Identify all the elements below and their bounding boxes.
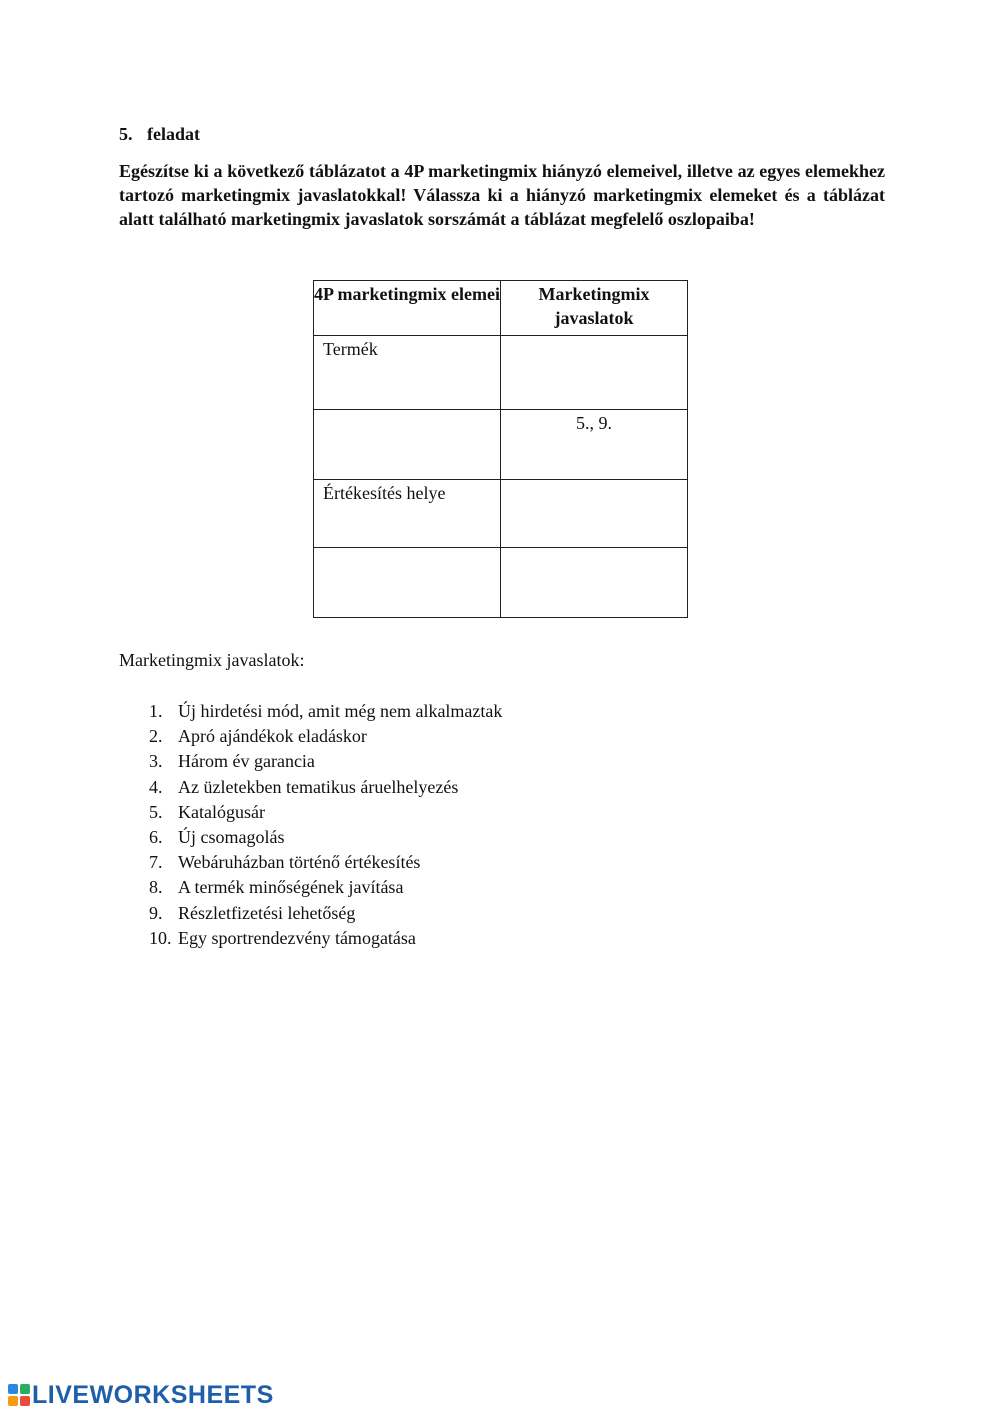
table-header-row [314,281,688,336]
list-item: 6. Új csomagolás [149,827,285,848]
list-item: 9. Részletfizetési lehetőség [149,902,356,923]
marketingmix-table [313,280,688,618]
list-item: 1. Új hirdetési mód, amit még nem alkalmaztak [149,701,503,721]
logo-text: LIVEWORKSHEETS [32,1380,274,1409]
suggestions-intro: Marketingmix javaslatok: [119,650,305,670]
element-answer-field[interactable] [314,548,501,618]
element-text: Termék [323,339,378,359]
list-item: 2. Apró ajándékok eladáskor [149,726,367,747]
suggestion-answer-field[interactable] [501,480,688,548]
task-instructions: Egészítse ki a következő táblázatot a 4P marketingmix hiányzó elemeivel, illetve az egyes elemekhez tartozó marketingmix javaslatokkal! Válassza ki a hiányzó marketingmix elemeket és a táblázat alatt található marketingmix javaslatok sorszámát a táblázat megfelelő oszlopaiba! [119,161,885,229]
header-suggestions: Marketingmix javaslatok [501,281,688,336]
table-row [314,410,688,480]
suggestion-answer-field[interactable] [501,548,688,618]
table-row [314,336,688,410]
list-item: 8. A termék minőségének javítása [149,877,404,898]
task-heading [119,124,200,145]
suggestion-text: 5., 9. [576,413,612,433]
suggestion-cell [501,410,688,480]
table-row [314,480,688,548]
list-item: 5. Katalógusár [149,801,265,822]
suggestion-answer-field[interactable] [501,336,688,410]
logo-blocks-icon [8,1384,30,1406]
element-answer-field[interactable] [314,410,501,480]
element-cell [314,336,501,410]
liveworksheets-logo[interactable] [8,1382,274,1408]
list-item: 3. Három év garancia [149,751,315,772]
list-item: 4. Az üzletekben tematikus áruelhelyezés [149,776,459,797]
task-title: feladat [147,124,200,144]
element-text: Értékesítés helye [323,483,446,503]
element-cell [314,480,501,548]
list-item: 7. Webáruházban történő értékesítés [149,852,421,873]
table-row [314,548,688,618]
list-item: 10. Egy sportrendezvény támogatása [149,927,416,948]
header-elements: 4P marketingmix elemei [314,281,501,336]
suggestions-list [119,699,502,951]
task-number: 5. [119,124,133,144]
